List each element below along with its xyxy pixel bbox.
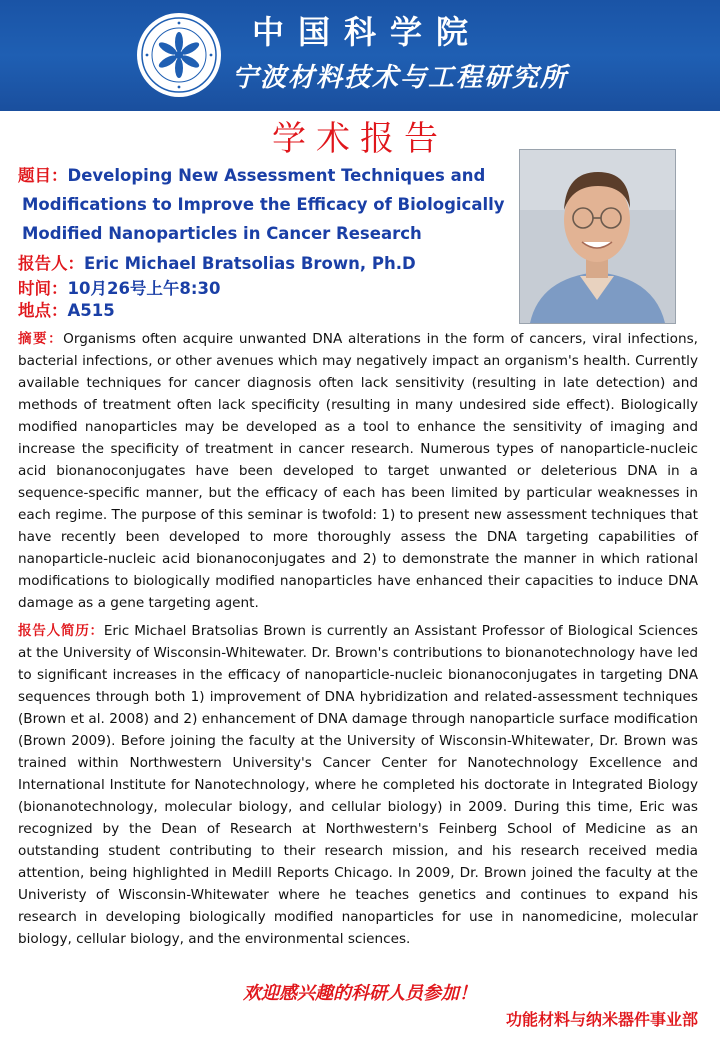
header-banner	[0, 0, 720, 111]
abstract-paragraph	[18, 328, 698, 614]
topic-text-2: Modifications to Improve the Efficacy of Biologically	[22, 195, 505, 214]
cas-logo-icon	[136, 12, 222, 98]
bio-label: 报告人简历：	[18, 623, 104, 639]
bio-text: Eric Michael Bratsolias Brown is currently an Assistant Professor of Biological Sciences at the University of Wisconsin-Whitewater. Dr. Brown's contributions to bionanotechnology have led to significant increases in the efficacy of nanoparticle-nucleic bionanoconjugates in targeting DNA sequences through both 1) improvement of DNA hybridization and related-assessment techniques (Brown et al. 2008) and 2) enhancement of DNA damage through nanoparticle surface modification (Brown 2009). Before joining the faculty at the University of Wisconsin-Whitewater, Dr. Brown was trained within Northwestern University's Cancer Center for Nanotechnology Excellence and International Institute for Nanotechnology, where he completed his doctorate in Integrated Biology (bionanotechnology, molecular biology, and cellular biology) in 2009. During this time, Eric was recognized by the Dean of Research at Northwestern's Feinberg School of Medicine as an outstanding student contributing to their research mission, and his research received media attention, being highlighted in Medill Reports Chicago. In 2009, Dr. Brown joined the faculty at the Univeristy of Wisconsin-Whitewater where he teaches genetics and continues to expand his research in developing biologically modified nanoparticles for use in nanomedicine, molecular biology, cellular biology, and the environmental sciences.	[18, 623, 699, 947]
bio-paragraph	[18, 620, 698, 950]
abstract-text: Organisms often acquire unwanted DNA alterations in the form of cancers, viral infections, bacterial infections, or other avenues which may negatively impact an organism's health. Currently available techniques for cancer diagnosis often lack sensitivity (resulting in late detection) and methods of treatment often lack specificity (resulting in many undesired side effect). Biologically modified nanoparticles may be developed as a tool to enhance the sensitivity of imaging and increase the specificity of treatment in cancer research. Numerous types of nanoparticle-nucleic acid bionanoconjugates have been developed to target unwanted or deleterious DNA in a sequence-specific manner, but the efficacy of each has been limited by particular weaknesses in each regime. The purpose of this seminar is twofold: 1) to present new assessment techniques that have recently been developed to more thoroughly assess the DNA targeting capabilities of nanoparticle-nucleic acid bionanoconjugates and 2) to demonstrate the manner in which rational modifications to biologically modified nanoparticles have enhanced their capacities to induce DNA damage as a gene targeting agent.	[18, 331, 698, 611]
topic-text-1: Developing New Assessment Techniques and	[67, 166, 486, 185]
location-value: A515	[67, 301, 115, 320]
department-name: 功能材料与纳米器件事业部	[505, 1010, 698, 1029]
report-title: 学术报告	[272, 119, 448, 159]
time-label: 时间：	[18, 279, 68, 298]
institute-name: 宁波材料技术与工程研究所	[232, 63, 569, 93]
cas-name: 中国科学院	[252, 13, 483, 51]
time-line	[18, 278, 220, 300]
location-label: 地点：	[18, 301, 68, 320]
topic-label: 题目：	[18, 166, 68, 185]
topic-line-1	[18, 165, 485, 187]
time-value: 10月26号上午8:30	[67, 279, 221, 298]
speaker-line	[18, 253, 416, 275]
abstract-label: 摘要：	[18, 331, 64, 347]
speaker-photo	[519, 149, 676, 324]
speaker-portrait-icon	[520, 150, 675, 323]
topic-text-3: Modified Nanoparticles in Cancer Research	[22, 224, 422, 243]
speaker-name: Eric Michael Bratsolias Brown, Ph.D	[84, 254, 416, 273]
welcome-message: 欢迎感兴趣的科研人员参加！	[243, 983, 477, 1004]
speaker-label: 报告人：	[18, 254, 84, 273]
location-line	[18, 300, 115, 322]
